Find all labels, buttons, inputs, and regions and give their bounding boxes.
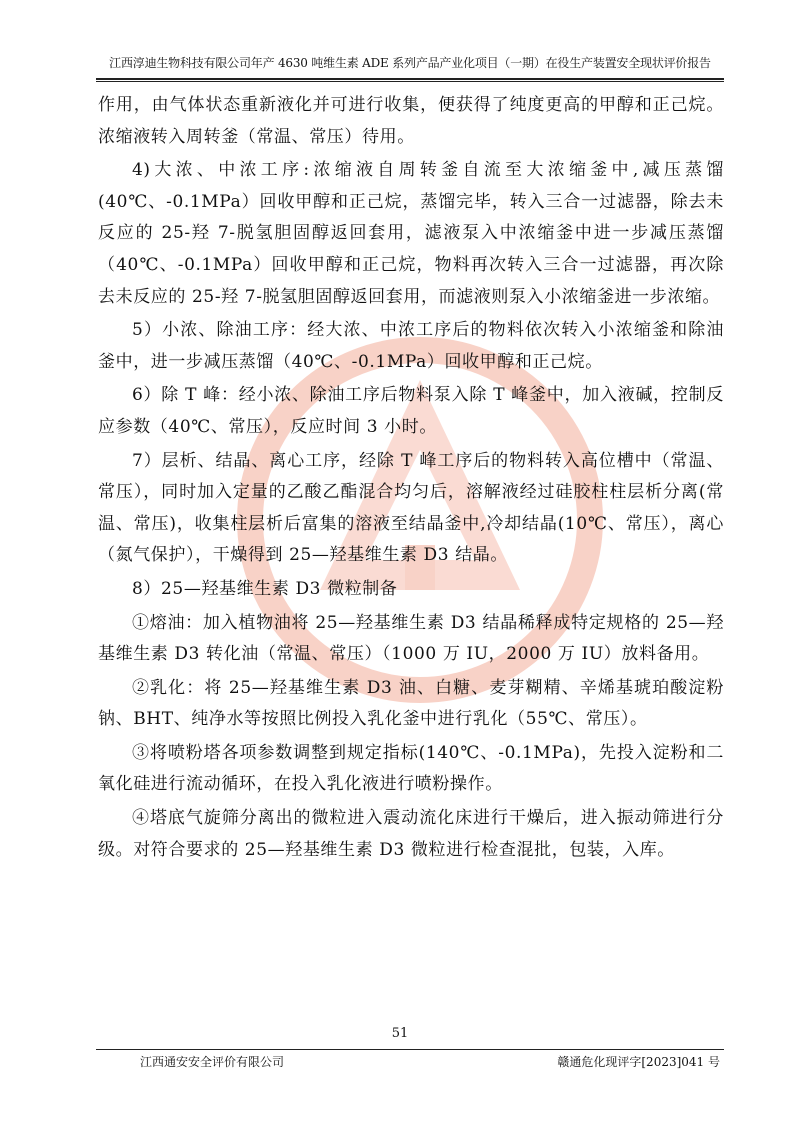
paragraph: 6）除 T 峰：经小浓、除油工序后物料泵入除 T 峰釜中，加入液碱，控制反应参数（40℃、常压），反应时间 3 小时。 bbox=[98, 385, 724, 437]
paragraph: 7）层析、结晶、离心工序，经除 T 峰工序后的物料转入高位槽中（常温、常压），同时加入定量的乙酸乙酯混合均匀后，溶解液经过硅胶柱柱层析分离(常温、常压)，收集柱层析后富集的溶液至结晶釜中,冷却结晶(10℃、常压），离心（氮气保护），干燥得到 25—羟基维生素 D3 结晶。 bbox=[98, 450, 724, 566]
paragraph: ③将喷粉塔各项参数调整到规定指标(140℃、-0.1MPa)，先投入淀粉和二氧化硅进行流动循环，在投入乳化液进行喷粉操作。 bbox=[98, 742, 724, 795]
document-body bbox=[98, 90, 724, 866]
header-rule-thin bbox=[96, 81, 724, 82]
paragraph: ①熔油：加入植物油将 25—羟基维生素 D3 结晶稀释成特定规格的 25—羟基维生素 D3 转化油（常温、常压）（1000 万 IU，2000 万 IU）放料备用。 bbox=[98, 612, 724, 665]
paragraph: 8）25—羟基维生素 D3 微粒制备 bbox=[132, 578, 398, 599]
paragraph: ④塔底气旋筛分离出的微粒进入震动流化床进行干燥后，进入振动筛进行分级。对符合要求的 25—羟基维生素 D3 微粒进行检查混批，包装，入库。 bbox=[98, 808, 724, 860]
footer-rule bbox=[96, 1049, 724, 1050]
paragraph: 5）小浓、除油工序：经大浓、中浓工序后的物料依次转入小浓缩釜和除油釜中，进一步减压蒸馏（40℃、-0.1MPa）回收甲醇和正己烷。 bbox=[98, 320, 724, 372]
page-number: 51 bbox=[391, 1026, 409, 1041]
footer-doc-number: 赣通危化现评字[2023]041 号 bbox=[557, 1055, 720, 1069]
header-rule bbox=[96, 78, 724, 80]
paragraph: 4)大浓、中浓工序:浓缩液自周转釜自流至大浓缩釜中,减压蒸馏(40℃、-0.1MPa）回收甲醇和正己烷，蒸馏完毕，转入三合一过滤器，除去未反应的 25-羟 7-脱氢胆固醇返回套用，滤液泵入中浓缩釜中进一步减压蒸馏（40℃、-0.1MPa）回收甲醇和正己烷，物料再次转入三合一过滤器，再次除去未反应的 25-羟 7-脱氢胆固醇返回套用，而滤液则泵入小浓缩釜进一步浓缩。 bbox=[98, 160, 724, 307]
paragraph: 作用，由气体状态重新液化并可进行收集，便获得了纯度更高的甲醇和正己烷。浓缩液转入周转釜（常温、常压）待用。 bbox=[98, 95, 724, 147]
footer-company: 江西通安安全评价有限公司 bbox=[140, 1055, 285, 1069]
page-header: 江西淳迪生物科技有限公司年产 4630 吨维生素 ADE 系列产品产业化项目（一期）在役生产装置安全现状评价报告 bbox=[109, 56, 711, 70]
paragraph: ②乳化：将 25—羟基维生素 D3 油、白糖、麦芽糊精、辛烯基琥珀酸淀粉钠、BHT、纯净水等按照比例投入乳化釜中进行乳化（55℃、常压）。 bbox=[98, 677, 724, 730]
